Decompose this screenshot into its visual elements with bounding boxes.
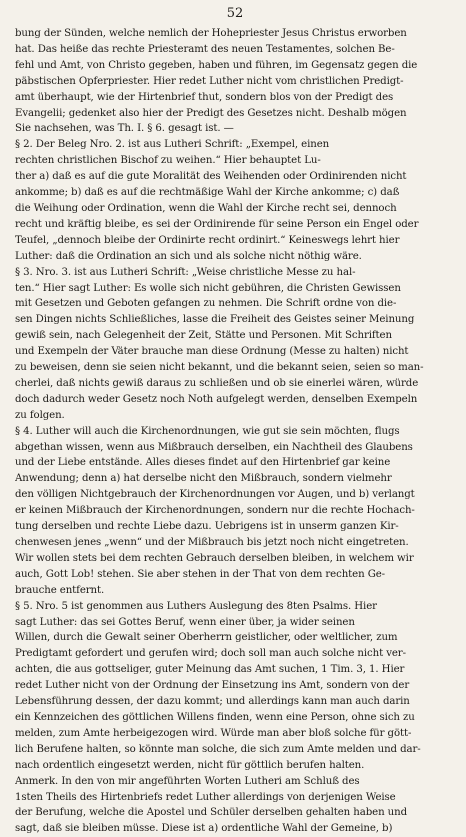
- text-line: redet Luther nicht von der Ordnung der Einsetzung ins Amt, sondern von der: [15, 680, 410, 692]
- text-line: § 3. Nro. 3. ist aus Lutheri Schrift: „Weise christliche Messe zu hal-: [15, 266, 356, 278]
- text-line: ten.“ Hier sagt Luther: Es wolle sich nicht gebühren, die Christen Gewissen: [15, 282, 401, 294]
- text-line: bung der Sünden, welche nemlich der Hohepriester Jesus Christus erworben: [15, 28, 407, 39]
- text-line: hat. Das heiße das rechte Priesteramt des neuen Testamentes, solchen Be-: [15, 43, 395, 55]
- text-line: ein Kennzeichen des göttlichen Willens finden, wenn eine Person, ohne sich zu: [15, 711, 415, 723]
- text-line: tung derselben und rechte Liebe dazu. Uebrigens ist in unserm ganzen Kir-: [15, 521, 399, 533]
- text-line: Teufel, „dennoch bleibe der Ordinirte recht ordinirt.“ Keineswegs lehrt hier: [15, 234, 400, 246]
- text-line: gewiß sein, nach Gelegenheit der Zeit, Stätte und Personen. Mit Schriften: [15, 330, 392, 342]
- text-line: brauche entfernt.: [15, 584, 105, 596]
- text-line: Anmerk. In den von mir angeführten Worten Lutheri am Schluß des: [15, 775, 360, 787]
- text-line: Predigtamt gefordert und gerufen wird; doch soll man auch solche nicht ver-: [15, 648, 406, 660]
- text-line: den völligen Nichtgebrauch der Kirchenordnungen vor Augen, und b) verlangt: [15, 489, 415, 501]
- text-line: melden, zum Amte herbeigezogen wird. Würde man aber bloß solche für gött-: [15, 727, 412, 739]
- text-line: Anwendung; denn a) hat derselbe nicht den Mißbrauch, sondern vielmehr: [15, 473, 392, 485]
- text-line: der Berufung, welche die Apostel und Schüler derselben gehalten haben und: [15, 807, 408, 819]
- text-line: und Exempeln der Väter brauche man diese Ordnung (Messe zu halten) nicht: [15, 346, 409, 358]
- text-line: päbstischen Opferpriester. Hier redet Luther nicht vom christlichen Predigt-: [15, 75, 404, 87]
- text-line: die Weihung oder Ordination, wenn die Wahl der Kirche recht sei, dennoch: [15, 202, 397, 214]
- text-line: § 5. Nro. 5 ist genommen aus Luthers Auslegung des 8ten Psalms. Hier: [15, 600, 377, 612]
- text-line: recht und kräftig bleibe, es sei der Ordinirende für seine Person ein Engel oder: [15, 218, 419, 230]
- text-line: § 4. Luther will auch die Kirchenordnungen, wie gut sie sein möchten, flugs: [15, 425, 400, 437]
- text-line: Wir wollen stets bei dem rechten Gebrauch derselben bleiben, in welchem wir: [15, 552, 414, 564]
- text-line: mit Gesetzen und Geboten gefangen zu nehmen. Die Schrift ordne von die-: [15, 298, 397, 310]
- text-line: doch dadurch weder Gesetz noch Noth aufgelegt werden, denselben Exempeln: [15, 393, 418, 405]
- text-line: ther a) daß es auf die gute Moralität des Weihenden oder Ordinirenden nicht: [15, 171, 407, 183]
- text-line: lich Berufene halten, so könnte man solche, die sich zum Amte melden und dar-: [15, 743, 421, 755]
- text-line: Sie nachsehen, was Th. I. § 6. gesagt ist. —: [15, 123, 234, 135]
- text-line: und der Liebe entstände. Alles dieses findet auf den Hirtenbrief gar keine: [15, 457, 391, 469]
- text-line: sen Dingen nichts Schließliches, lasse die Freiheit des Geistes seiner Meinung: [15, 314, 415, 326]
- text-line: Lebensführung dessen, der dazu kommt; und allerdings kann man auch darin: [15, 696, 410, 708]
- text-line: Willen, durch die Gewalt seiner Oberherrn geistlicher, oder weltlicher, zum: [15, 632, 398, 644]
- text-line: fehl und Amt, von Christo gegeben, haben und führen, im Gegensatz gegen die: [15, 59, 418, 71]
- text-line: zu beweisen, denn sie seien nicht bekannt, und die bekannt seien, seien so man-: [15, 362, 424, 374]
- body-text: [15, 26, 455, 837]
- text-line: rechten christlichen Bischof zu weihen.“ Hier behauptet Lu-: [15, 155, 321, 167]
- page-number: 52: [226, 6, 244, 21]
- text-line: Luther: daß die Ordination an sich und als solche nicht nöthig wäre.: [15, 250, 362, 262]
- text-line: chenwesen jenes „wenn“ und der Mißbrauch bis jetzt noch nicht eingetreten.: [15, 537, 409, 548]
- text-line: abgethan wissen, wenn aus Mißbrauch derselben, ein Nachtheil des Glaubens: [15, 441, 413, 453]
- text-line: sagt Luther: das sei Gottes Beruf, wenn einer über, ja wider seinen: [15, 616, 355, 628]
- text-line: zu folgen.: [15, 409, 65, 421]
- text-line: er keinen Mißbrauch der Kirchenordnungen, sondern nur die rechte Hochach-: [15, 505, 415, 517]
- text-line: ankomme; b) daß es auf die rechtmäßige Wahl der Kirche ankomme; c) daß: [15, 187, 400, 199]
- text-line: Evangelii; gedenket also hier der Predigt des Gesetzes nicht. Deshalb mögen: [15, 107, 407, 119]
- text-line: nach ordentlich eingesetzt werden, nicht für göttlich berufen halten.: [15, 759, 365, 771]
- text-line: 1sten Theils des Hirtenbriefs redet Luther allerdings von derjenigen Weise: [15, 791, 396, 803]
- text-line: § 2. Der Beleg Nro. 2. ist aus Lutheri Schrift: „Exempel, einen: [15, 139, 330, 151]
- text-line: auch, Gott Lob! stehen. Sie aber stehen in der That von dem rechten Ge-: [15, 568, 385, 580]
- text-line: sagt, daß sie bleiben müsse. Diese ist a) ordentliche Wahl der Gemeine, b): [15, 823, 393, 835]
- text-line: cherlei, daß nichts gewiß daraus zu schließen und ob sie einerlei wären, würde: [15, 377, 419, 389]
- text-line: amt überhaupt, wie der Hirtenbrief thut, sondern blos von der Predigt des: [15, 91, 394, 103]
- text-line: achten, die aus gottseliger, guter Meinung das Amt suchen, 1 Tim. 3, 1. Hier: [15, 664, 405, 676]
